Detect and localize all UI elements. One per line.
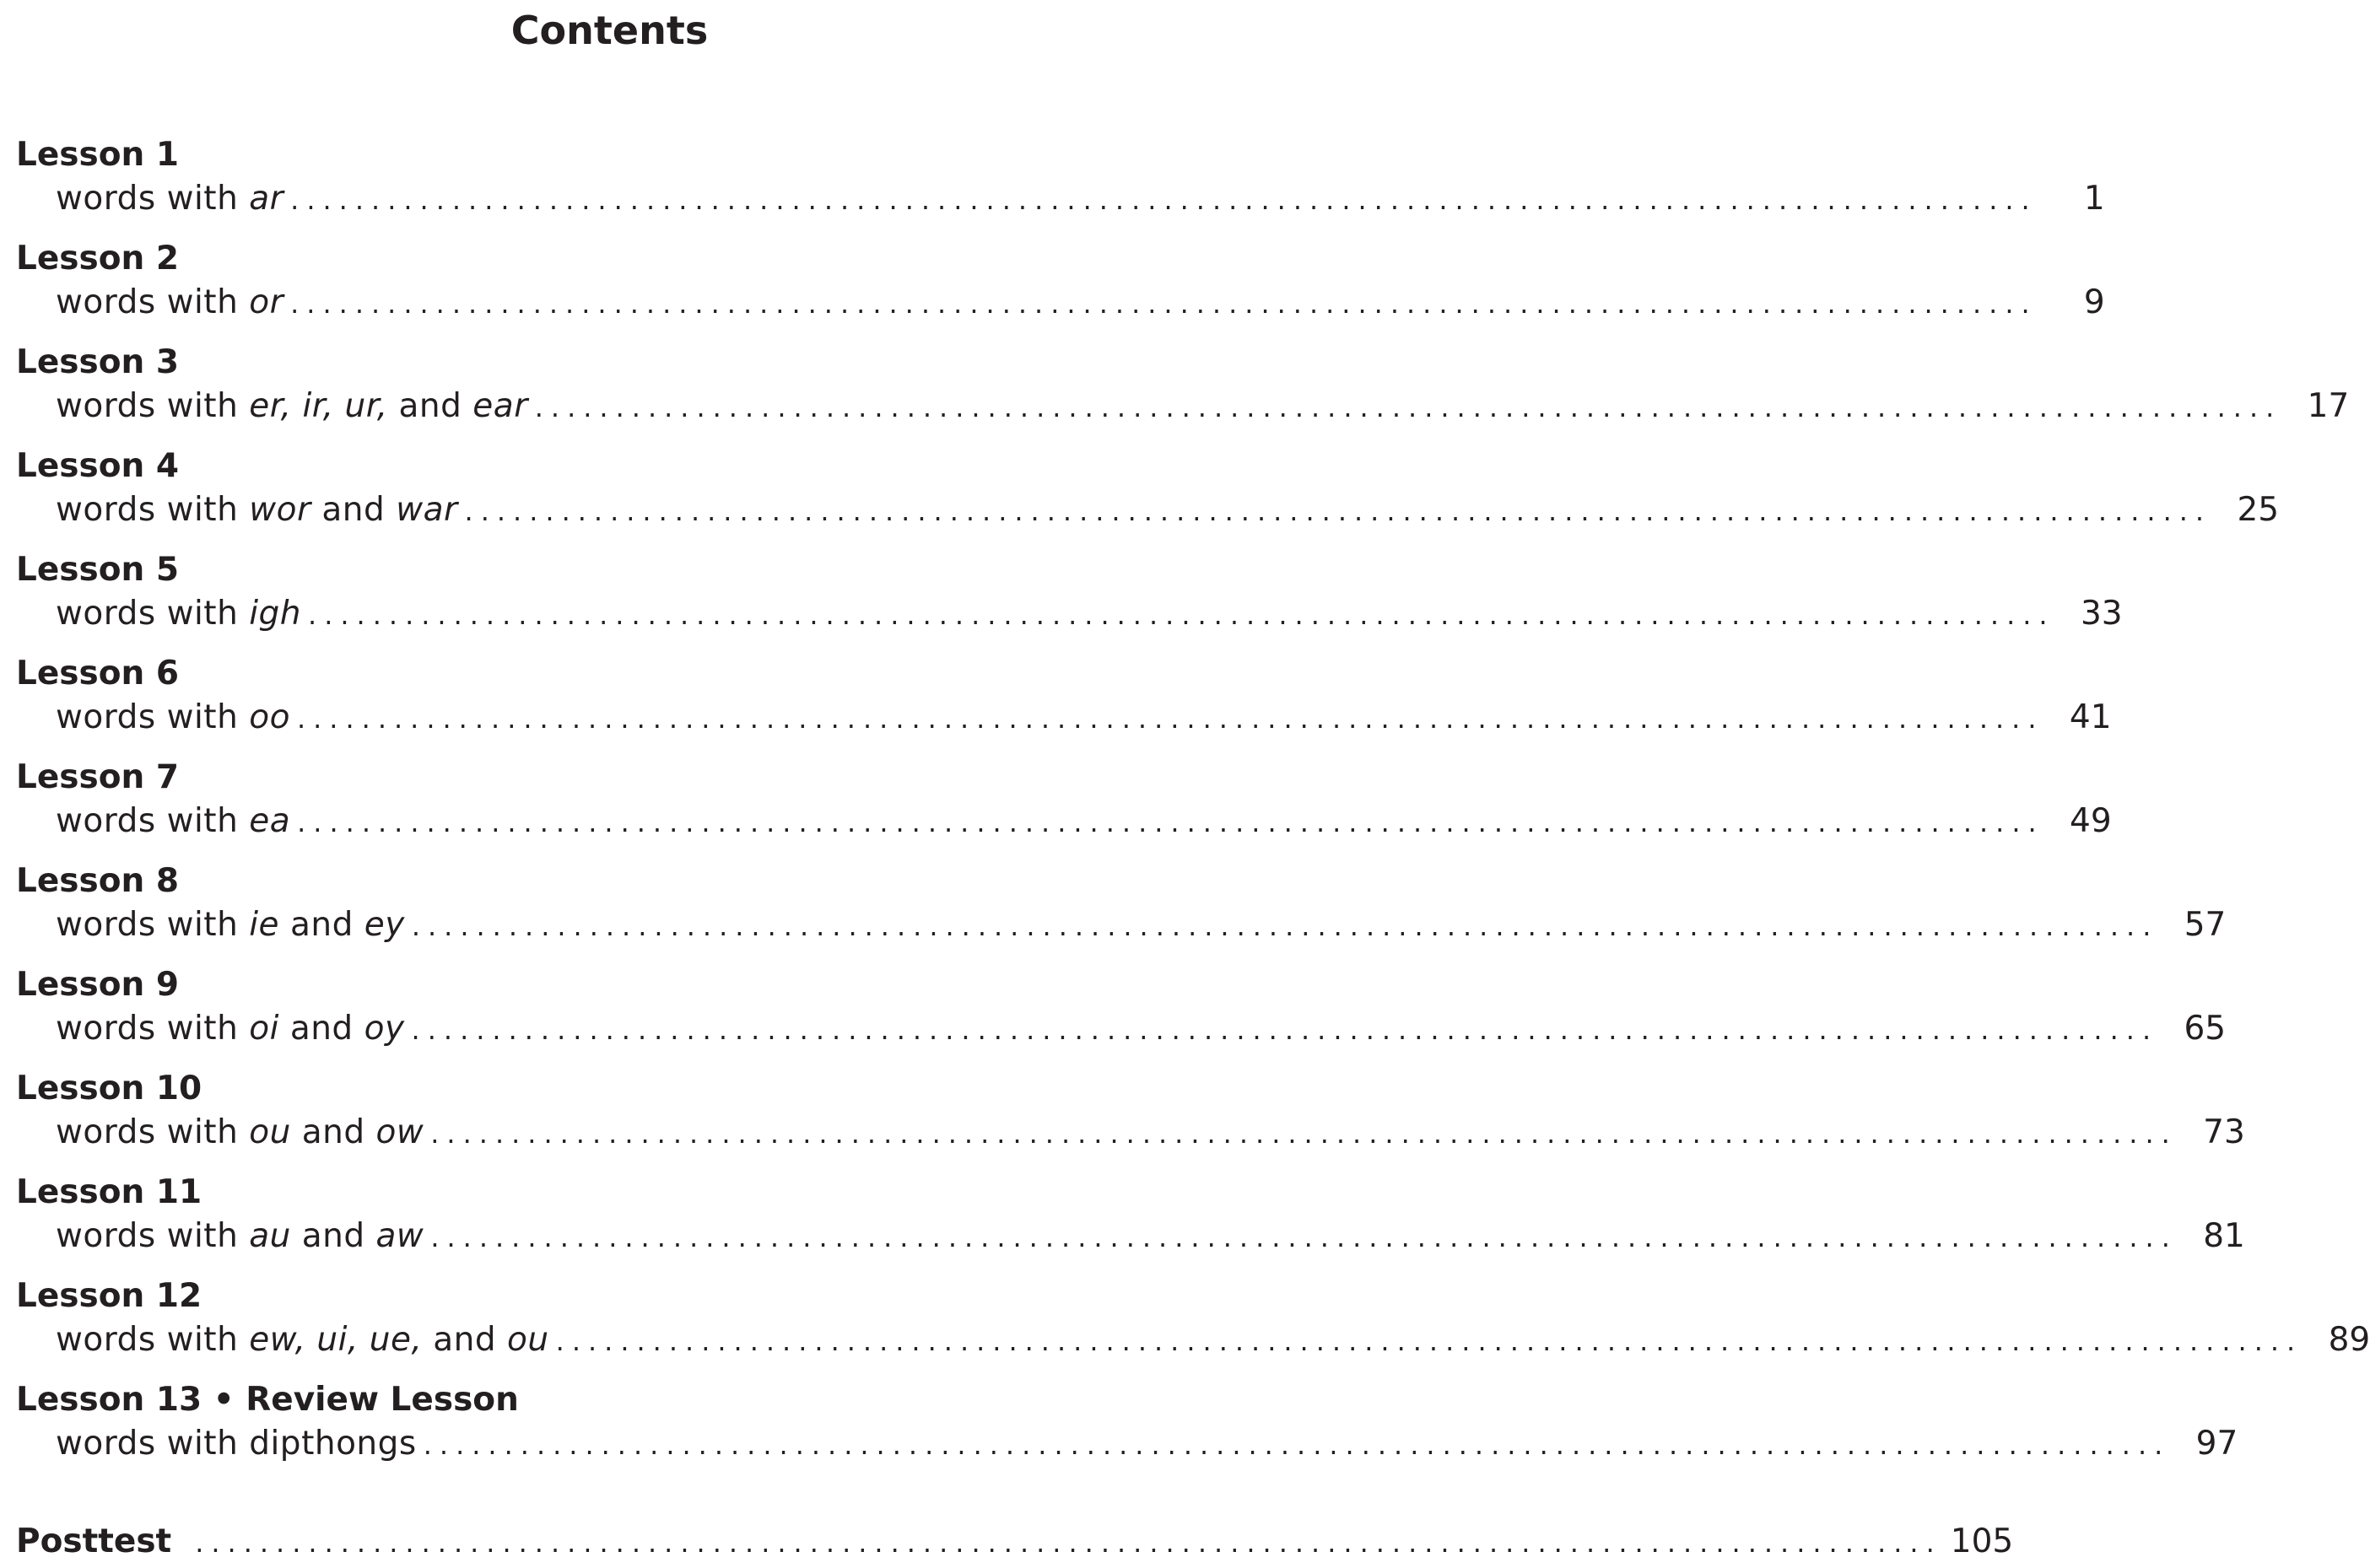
lesson-description [56, 177, 283, 221]
toc-lesson [16, 1067, 2245, 1171]
lesson-description-prefix: words with [56, 491, 250, 529]
spelling-pattern: war [396, 491, 458, 529]
lesson-page-number: 33 [2080, 595, 2123, 633]
spelling-pattern: ear [472, 387, 528, 425]
lesson-entry [16, 488, 2280, 532]
table-of-contents [16, 133, 2370, 1482]
dot-leader: ............................................................................................................ [290, 184, 2038, 216]
lesson-page-number: 73 [2203, 1113, 2245, 1151]
lesson-description-connector: and [290, 1217, 376, 1255]
lesson-description-prefix: words with [56, 1113, 250, 1151]
dot-leader: ............................................................................................................ [423, 1429, 2171, 1461]
lesson-heading: Lesson 4 [16, 447, 180, 485]
toc-lesson [16, 1378, 2238, 1482]
dot-leader: ............................................................................................................ [297, 806, 2044, 838]
lesson-description [56, 281, 283, 325]
spelling-pattern: ey [364, 906, 405, 944]
spelling-pattern: au [249, 1217, 291, 1255]
lesson-page-number: 25 [2237, 491, 2280, 529]
lesson-page-number: 81 [2203, 1217, 2245, 1255]
spelling-pattern: er, ir, ur, [249, 387, 388, 425]
spelling-pattern: ou [249, 1113, 291, 1151]
lesson-entry [16, 800, 2112, 843]
spelling-pattern: ar [249, 180, 284, 218]
lesson-description [56, 696, 290, 740]
lesson-description-prefix: words with [56, 802, 250, 840]
lesson-heading: Lesson 5 [16, 551, 180, 589]
lesson-entry [16, 1007, 2227, 1051]
lesson-entry [16, 696, 2112, 740]
lesson-page-number: 97 [2195, 1425, 2238, 1463]
lesson-description-connector: and [278, 1010, 364, 1048]
lesson-description-prefix: words with [56, 698, 250, 736]
lesson-description-prefix: words with [56, 1217, 250, 1255]
posttest-label: Posttest [16, 1522, 172, 1560]
lesson-heading: Lesson 12 [16, 1277, 202, 1315]
page-title: Contents [510, 8, 709, 53]
toc-lesson [16, 859, 2227, 963]
dot-leader: ............................................................................................................ [290, 288, 2038, 320]
lesson-entry [16, 1111, 2245, 1155]
lesson-heading: Lesson 11 [16, 1173, 202, 1211]
spelling-pattern: ow [375, 1113, 424, 1151]
lesson-description-prefix: words with [56, 595, 250, 633]
toc-lesson [16, 133, 2105, 237]
lesson-description [56, 800, 290, 843]
lesson-description [56, 1111, 424, 1155]
lesson-description-connector: and [290, 1113, 376, 1151]
lesson-page-number: 1 [2083, 180, 2105, 218]
lesson-description-connector: and [279, 906, 364, 944]
spelling-pattern: ew, ui, ue, [249, 1321, 423, 1359]
toc-lesson [16, 237, 2105, 341]
dot-leader: ............................................................................................................ [296, 703, 2044, 735]
dot-leader: ............................................................................................................ [411, 1014, 2159, 1046]
lesson-heading: Lesson 3 [16, 343, 180, 381]
lesson-description [56, 903, 405, 947]
lesson-description [56, 1422, 417, 1466]
lesson-heading: Lesson 2 [16, 240, 180, 277]
toc-lesson [16, 341, 2350, 445]
lesson-entry [16, 1318, 2370, 1362]
dot-leader: ............................................................................................................ [430, 1221, 2178, 1253]
lesson-entry [16, 385, 2350, 428]
lesson-page-number: 49 [2070, 802, 2112, 840]
toc-lesson [16, 652, 2112, 756]
lesson-description-prefix: words with [56, 387, 250, 425]
lesson-entry [16, 1422, 2238, 1466]
lesson-description-connector: and [422, 1321, 508, 1359]
lesson-description-connector: and [310, 491, 397, 529]
lesson-page-number: 9 [2083, 283, 2105, 321]
lesson-entry [16, 592, 2123, 636]
lesson-entry [16, 903, 2227, 947]
posttest-page-number: 105 [1950, 1522, 2014, 1560]
lesson-entry [16, 281, 2105, 325]
spelling-pattern: oo [249, 698, 290, 736]
lesson-page-number: 17 [2307, 387, 2350, 425]
lesson-heading: Lesson 6 [16, 655, 180, 692]
dot-leader: ............................................................................................................ [534, 391, 2282, 423]
lesson-heading: Lesson 8 [16, 862, 180, 900]
lesson-description-connector: and [387, 387, 473, 425]
spelling-pattern: oy [364, 1010, 405, 1048]
lesson-description-prefix: words with [56, 1321, 250, 1359]
dot-leader: ............................................................................................................ [464, 495, 2212, 527]
lesson-description-prefix: words with [56, 283, 250, 321]
lesson-description [56, 1215, 424, 1258]
lesson-heading: Lesson 9 [16, 966, 180, 1004]
lesson-page-number: 41 [2069, 698, 2112, 736]
lesson-heading: Lesson 7 [16, 758, 180, 796]
toc-lesson [16, 756, 2112, 859]
lesson-description-prefix: words with dipthongs [56, 1425, 417, 1463]
dot-leader: ............................................................................................................ [555, 1325, 2303, 1357]
spelling-pattern: wor [249, 491, 311, 529]
dot-leader: ............................................................................................................ [411, 910, 2159, 942]
lesson-entry [16, 1215, 2245, 1258]
spelling-pattern: or [249, 283, 284, 321]
toc-lesson [16, 1171, 2245, 1274]
toc-lesson [16, 963, 2227, 1067]
spelling-pattern: igh [249, 595, 302, 633]
lesson-description [56, 1318, 549, 1362]
lesson-heading: Lesson 10 [16, 1070, 202, 1107]
posttest-entry [16, 1520, 2014, 1564]
lesson-page-number: 57 [2184, 906, 2227, 944]
lesson-description [56, 488, 458, 532]
spelling-pattern: ea [249, 802, 291, 840]
lesson-description [56, 385, 528, 428]
spelling-pattern: ie [249, 906, 280, 944]
lesson-page-number: 89 [2328, 1321, 2370, 1359]
lesson-description-prefix: words with [56, 1010, 250, 1048]
spelling-pattern: aw [375, 1217, 424, 1255]
dot-leader: ............................................................................................................ [430, 1118, 2178, 1150]
toc-lesson [16, 1274, 2370, 1378]
spelling-pattern: ou [507, 1321, 549, 1359]
dot-leader: ............................................................................................................ [195, 1527, 1942, 1559]
spelling-pattern: oi [249, 1010, 279, 1048]
lesson-heading: Lesson 1 [16, 136, 180, 174]
lesson-description-prefix: words with [56, 180, 250, 218]
lesson-page-number: 65 [2184, 1010, 2227, 1048]
lesson-description [56, 592, 301, 636]
dot-leader: ............................................................................................................ [308, 599, 2055, 631]
lesson-entry [16, 177, 2105, 221]
lesson-description [56, 1007, 405, 1051]
toc-lesson [16, 548, 2123, 652]
lesson-description-prefix: words with [56, 906, 250, 944]
lesson-heading: Lesson 13 • Review Lesson [16, 1381, 519, 1419]
toc-lesson [16, 445, 2280, 548]
